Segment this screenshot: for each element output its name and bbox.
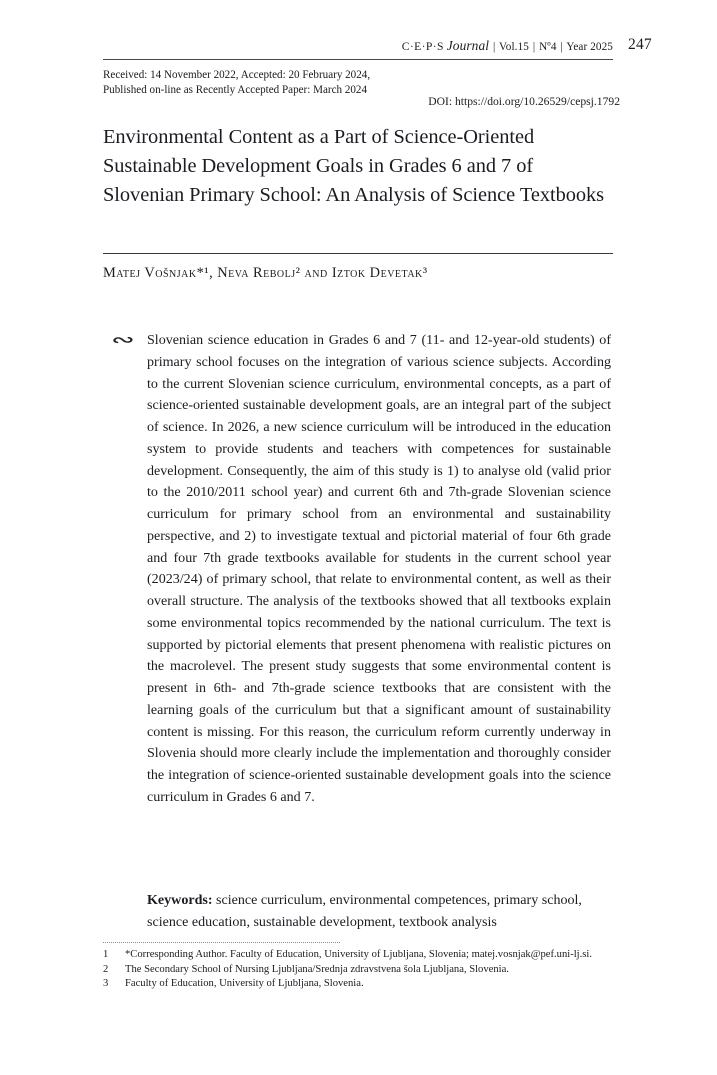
header-rule — [103, 59, 613, 60]
runhead-separator-2: | — [532, 41, 536, 53]
author-list — [103, 265, 615, 282]
publication-dates — [103, 68, 370, 98]
doi-link[interactable]: DOI: https://doi.org/10.26529/cepsj.1792 — [428, 95, 620, 108]
journal-acronym: C·E·P·S — [401, 40, 444, 53]
keywords — [147, 890, 611, 934]
authors-rule — [103, 253, 613, 254]
runhead-separator-1: | — [493, 41, 496, 53]
footnote-item — [103, 977, 613, 992]
abstract-ornament-icon: ∾ — [111, 329, 135, 351]
footnote-item — [103, 963, 613, 978]
footnote-list — [103, 948, 613, 992]
running-head — [103, 38, 613, 54]
footnote-text: The Secondary School of Nursing Ljubljana/Srednja zdravstvena šola Ljubljana, Slovenia. — [125, 963, 509, 975]
keywords-values: science curriculum, environmental competences, primary school, science education, sustainable development, textbook analysis — [147, 892, 582, 930]
footnote-text: Faculty of Education, University of Ljubljana, Slovenia. — [125, 978, 364, 990]
footnote-number: 3 — [103, 978, 109, 990]
volume-label: Vol.15 — [499, 41, 529, 53]
received-accepted-line: Received: 14 November 2022, Accepted: 20 February 2024, — [103, 69, 371, 81]
year-label: Year 2025 — [566, 41, 613, 53]
authors-text: Matej Vošnjak*¹, Neva Rebolj² and Iztok Devetak³ — [103, 265, 428, 281]
footnote-number: 2 — [103, 963, 109, 975]
footnote-item — [103, 948, 613, 963]
journal-name: Journal — [446, 38, 490, 53]
footnote-number: 1 — [103, 949, 109, 960]
published-online-line: Published on-line as Recently Accepted Paper: March 2024 — [103, 84, 368, 97]
abstract-text: Slovenian science education in Grades 6 and 7 (11- and 12-year-old students) of primary school focuses on the integration of various science subjects. According to the current Slovenian science curriculum, environmental concepts, as a part of science-oriented sustainable development goals, are an integral part of the subject of science. In 2026, a new science curriculum will be introduced in the education system to provide students and teachers with competences for sustainable development. Consequently, the aim of this study is 1) to analyse old (valid prior to the 2010/2011 school year) and current 6th and 7th-grade Slovenian science curriculum for primary school from an environmental and sustainability perspective, and 2) to investigate textual and pictorial material of four 6th grade and four 7th grade textbooks available for students in the current school year (2023/24) of primary school, that relate to environmental content, as well as their overall structure. The analysis of the textbooks showed that all textbooks explain some environmental topics recommended by the national curriculum. The text is supported by pictorial elements that present phenomena with realistic pictures on the macrolevel. The present study suggests that some environmental content is present in 6th- and 7th-grade science textbooks that are consistent with the learning goals of the curriculum but that a significant amount of sustainability content is missing. For this reason, the curriculum reform currently underway in Slovenia should more clearly include the implementation and thoroughly consider the integration of science-oriented sustainable development goals into the science curriculum in Grades 6 and 7. — [147, 332, 611, 805]
article-title: Environmental Content as a Part of Science-Oriented Sustainable Development Goals in Grades 6 and 7 of Slovenian Primary School: An Analysis of Science Textbooks — [103, 126, 605, 207]
issue-label: Nº4 — [539, 41, 557, 53]
keywords-label: Keywords: — [147, 892, 213, 908]
footnote-separator — [103, 942, 340, 943]
page-number: 247 — [628, 36, 652, 53]
footnote-text: *Corresponding Author. Faculty of Education, University of Ljubljana, Slovenia; matej.vosnjak@pef.uni-lj.si. — [125, 949, 592, 960]
runhead-separator-3: | — [560, 41, 563, 53]
